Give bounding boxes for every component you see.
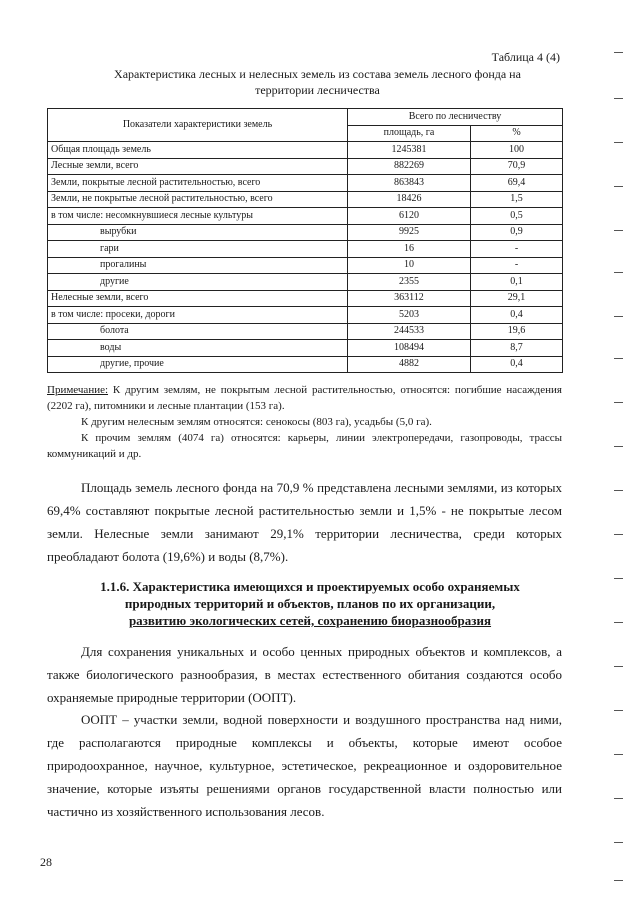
- table-caption: [60, 66, 575, 98]
- margin-tick: [614, 754, 623, 755]
- row-area: 363112: [348, 290, 471, 307]
- table-row: [48, 158, 563, 175]
- margin-tick: [614, 142, 623, 143]
- table-row: [48, 290, 563, 307]
- header-percent: %: [471, 125, 563, 142]
- table-number: Таблица 4 (4): [491, 50, 560, 64]
- header-indicator: Показатели характеристики земель: [48, 109, 348, 142]
- row-label: Нелесные земли, всего: [48, 290, 348, 307]
- row-percent: 69,4: [471, 175, 563, 192]
- note-paragraph: К прочим землям (4074 га) относятся: карьеры, линии электропередачи, газопроводы, трассы коммуникаций и др.: [47, 432, 562, 460]
- caption-line: Характеристика лесных и нелесных земель из состава земель лесного фонда на: [114, 67, 521, 81]
- margin-tick: [614, 316, 623, 317]
- row-percent: 8,7: [471, 340, 563, 357]
- row-percent: 0,9: [471, 224, 563, 241]
- row-label: болота: [48, 323, 348, 340]
- row-percent: 0,4: [471, 356, 563, 373]
- row-percent: 1,5: [471, 191, 563, 208]
- row-area: 244533: [348, 323, 471, 340]
- table-row: [48, 257, 563, 274]
- margin-tick: [614, 578, 623, 579]
- table-row: [48, 142, 563, 159]
- table-row: [48, 356, 563, 373]
- page-number: 28: [40, 855, 52, 869]
- row-percent: 0,1: [471, 274, 563, 291]
- margin-tick: [614, 186, 623, 187]
- table-row: [48, 175, 563, 192]
- row-percent: -: [471, 257, 563, 274]
- margin-tick: [614, 230, 623, 231]
- margin-tick: [614, 666, 623, 667]
- row-label: вырубки: [48, 224, 348, 241]
- row-percent: 19,6: [471, 323, 563, 340]
- margin-tick: [614, 98, 623, 99]
- row-percent: -: [471, 241, 563, 258]
- row-area: 18426: [348, 191, 471, 208]
- row-label: в том числе: несомкнувшиеся лесные культуры: [48, 208, 348, 225]
- row-label: в том числе: просеки, дороги: [48, 307, 348, 324]
- row-label: Земли, покрытые лесной растительностью, всего: [48, 175, 348, 192]
- table-row: [48, 323, 563, 340]
- table-row: [48, 208, 563, 225]
- margin-tick: [614, 842, 623, 843]
- row-percent: 100: [471, 142, 563, 159]
- row-label: Земли, не покрытые лесной растительностью, всего: [48, 191, 348, 208]
- section-heading: [60, 578, 560, 629]
- margin-tick: [614, 490, 623, 491]
- row-area: 10: [348, 257, 471, 274]
- note-paragraph: [47, 382, 562, 414]
- body-paragraph: ООПТ – участки земли, водной поверхности и воздушного пространства над ними, где располагаются природные комплексы и объекты, которые имеют особое природоохранное, научное, культурное, эстетическое, рекреационное и оздоровительное значение, которые изъяты решениями органов государственной власти полностью или частично из хозяйственного использования лесов.: [47, 712, 562, 819]
- margin-tick: [614, 534, 623, 535]
- margin-tick: [614, 622, 623, 623]
- row-label: воды: [48, 340, 348, 357]
- row-label: Лесные земли, всего: [48, 158, 348, 175]
- land-characteristics-table: [47, 108, 563, 373]
- row-label: другие, прочие: [48, 356, 348, 373]
- margin-tick: [614, 446, 623, 447]
- section-heading-line: развитию экологических сетей, сохранению биоразнообразия: [128, 613, 492, 628]
- row-area: 1245381: [348, 142, 471, 159]
- table-row: [48, 307, 563, 324]
- row-area: 9925: [348, 224, 471, 241]
- margin-tick: [614, 880, 623, 881]
- table-row: [48, 224, 563, 241]
- row-area: 863843: [348, 175, 471, 192]
- section-heading-line: 1.1.6. Характеристика имеющихся и проектируемых особо охраняемых: [100, 579, 520, 594]
- body-paragraph: Площадь земель лесного фонда на 70,9 % представлена лесными землями, из которых 69,4% составляют покрытые лесной растительностью земли и 1,5% - не покрытые лесом земли. Нелесные земли занимают 29,1% территории лесничества, среди которых преобладают болота (19,6%) и воды (8,7%).: [47, 480, 562, 564]
- row-label: прогалины: [48, 257, 348, 274]
- table-row: [48, 340, 563, 357]
- row-label: гари: [48, 241, 348, 258]
- row-label: другие: [48, 274, 348, 291]
- table-row: [48, 191, 563, 208]
- scan-margin-marks: [614, 0, 628, 905]
- margin-tick: [614, 798, 623, 799]
- body-paragraph: Для сохранения уникальных и особо ценных природных объектов и комплексов, а также биологического разнообразия, в местах естественного обитания создаются особо охраняемые природные территории (ООПТ).: [47, 644, 562, 705]
- caption-line: территории лесничества: [255, 83, 380, 97]
- table-header-row: [48, 109, 563, 126]
- row-area: 16: [348, 241, 471, 258]
- row-area: 6120: [348, 208, 471, 225]
- note-label: Примечание:: [47, 384, 109, 396]
- margin-tick: [614, 402, 623, 403]
- note-paragraph: К другим нелесным землям относятся: сенокосы (803 га), усадьбы (5,0 га).: [81, 416, 432, 428]
- margin-tick: [614, 358, 623, 359]
- margin-tick: [614, 52, 623, 53]
- note-text: К другим землям, не покрытым лесной растительностью, относятся: погибшие насаждения (2202 га), питомники и лесные плантации (153 га).: [47, 384, 562, 412]
- row-label: Общая площадь земель: [48, 142, 348, 159]
- row-percent: 29,1: [471, 290, 563, 307]
- section-heading-line: природных территорий и объектов, планов по их организации,: [124, 596, 496, 611]
- table-note: [47, 382, 562, 462]
- row-percent: 70,9: [471, 158, 563, 175]
- row-area: 5203: [348, 307, 471, 324]
- row-area: 2355: [348, 274, 471, 291]
- table-row: [48, 274, 563, 291]
- row-percent: 0,4: [471, 307, 563, 324]
- table-row: [48, 241, 563, 258]
- row-area: 4882: [348, 356, 471, 373]
- row-area: 882269: [348, 158, 471, 175]
- margin-tick: [614, 272, 623, 273]
- header-area: площадь, га: [348, 125, 471, 142]
- margin-tick: [614, 710, 623, 711]
- header-total: Всего по лесничеству: [348, 109, 563, 126]
- row-area: 108494: [348, 340, 471, 357]
- row-percent: 0,5: [471, 208, 563, 225]
